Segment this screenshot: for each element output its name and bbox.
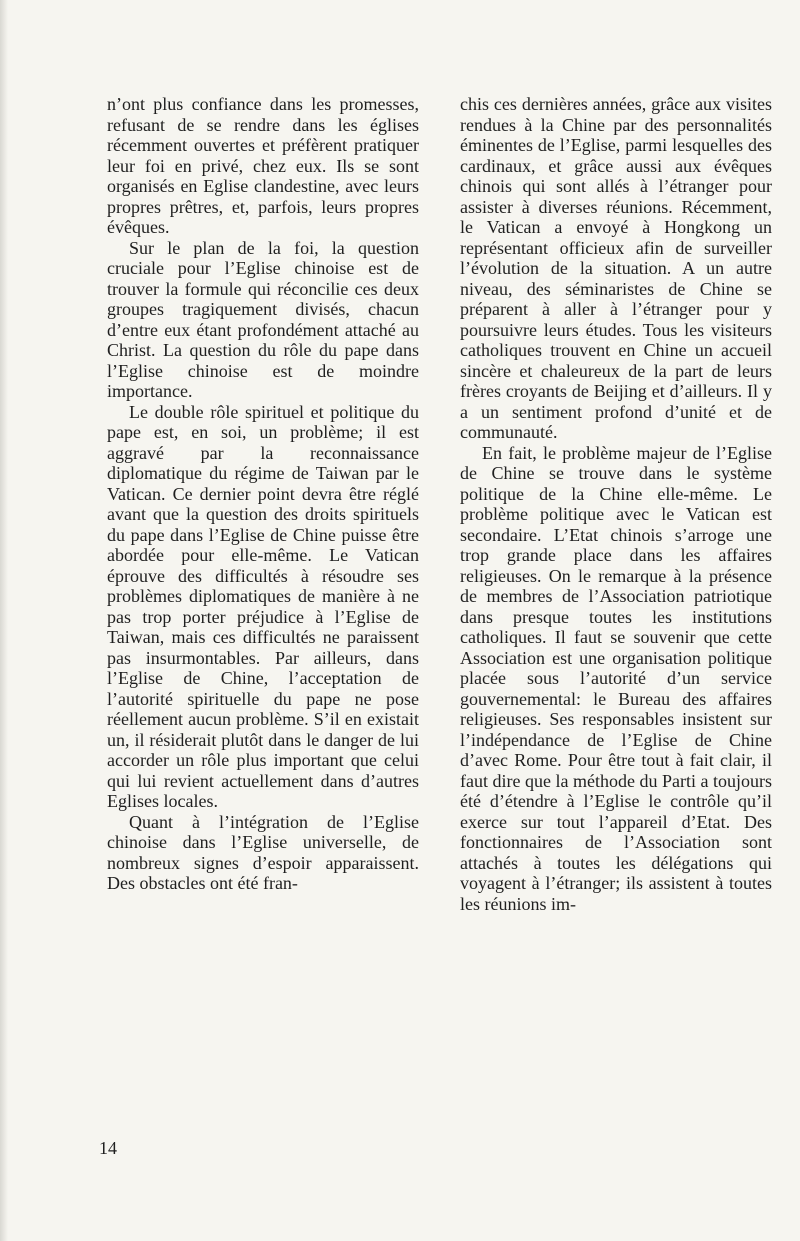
left-column [107,94,419,894]
paragraph: n’ont plus confiance dans les promesses, refusant de se rendre dans les églises récemment ouvertes et préfèrent pratiquer leur foi en privé, chez eux. Ils se sont organisés en Eglise clandestine, avec leurs propres prêtres, et, parfois, leurs propres évêques. [107,94,419,237]
paragraph: Quant à l’intégration de l’Eglise chinoise dans l’Eglise universelle, de nombreux signes d’espoir apparaissent. Des obstacles ont été fran- [107,811,419,893]
paragraph: Sur le plan de la foi, la question cruciale pour l’Eglise chinoise est de trouver la formule qui réconcilie ces deux groupes tragiquement divisés, chacun d’entre eux étant profondément attaché au Christ. La question du rôle du pape dans l’Eglise chinoise est de moindre importance. [107,237,419,401]
paragraph: En fait, le problème majeur de l’Eglise de Chine se trouve dans le système politique de la Chine elle-même. Le problème politique avec le Vatican est secondaire. L’Etat chinois s’arroge une trop grande place dans les affaires religieuses. On le remarque à la présence de membres de l’Association patriotique dans presque toutes les institutions catholiques. Il faut se souvenir que cette Association est une organisation politique placée sous l’autorité d’un service gouvernemental: le Bureau des affaires religieuses. Ses responsables insistent sur l’indépendance de l’Eglise de Chine d’avec Rome. Pour être tout à fait clair, il faut dire que la méthode du Parti a toujours été d’étendre à l’Eglise le contrôle qu’il exerce sur tout l’appareil d’Etat. Des fonctionnaires de l’Association sont attachés à toutes les délégations qui voyagent à l’étranger; ils assistent à toutes les réunions im- [460,442,772,914]
page-edge-shadow [0,0,8,1241]
page-number: 14 [99,1138,117,1158]
paragraph: chis ces dernières années, grâce aux visites rendues à la Chine par des personnalités éminentes de l’Eglise, parmi lesquelles des cardinaux, et grâce aussi aux évêques chinois qui sont allés à l’étranger pour assister à diverses réunions. Récemment, le Vatican a envoyé à Hongkong un représentant officieux afin de surveiller l’évolution de la situation. A un autre niveau, des séminaristes de Chine se préparent à aller à l’étranger pour y poursuivre leurs études. Tous les visiteurs catholiques trouvent en Chine un accueil sincère et chaleureux de la part de leurs frères croyants de Beijing et d’ailleurs. Il y a un sentiment profond d’unité et de communauté. [460,94,772,442]
right-column [460,94,772,914]
paragraph: Le double rôle spirituel et politique du pape est, en soi, un problème; il est aggravé par la reconnaissance diplomatique du régime de Taiwan par le Vatican. Ce dernier point devra être réglé avant que la question des droits spirituels du pape dans l’Eglise de Chine puisse être abordée pour elle-même. Le Vatican éprouve des difficultés à résoudre ses problèmes diplomatiques de manière à ne pas trop porter préjudice à l’Eglise de Taiwan, mais ces difficultés ne paraissent pas insurmontables. Par ailleurs, dans l’Eglise de Chine, l’acceptation de l’autorité spirituelle du pape ne pose réellement aucun problème. S’il en existait un, il résiderait plutôt dans le danger de lui accorder un rôle plus important que celui qui lui revient actuellement dans d’autres Eglises locales. [107,401,419,811]
